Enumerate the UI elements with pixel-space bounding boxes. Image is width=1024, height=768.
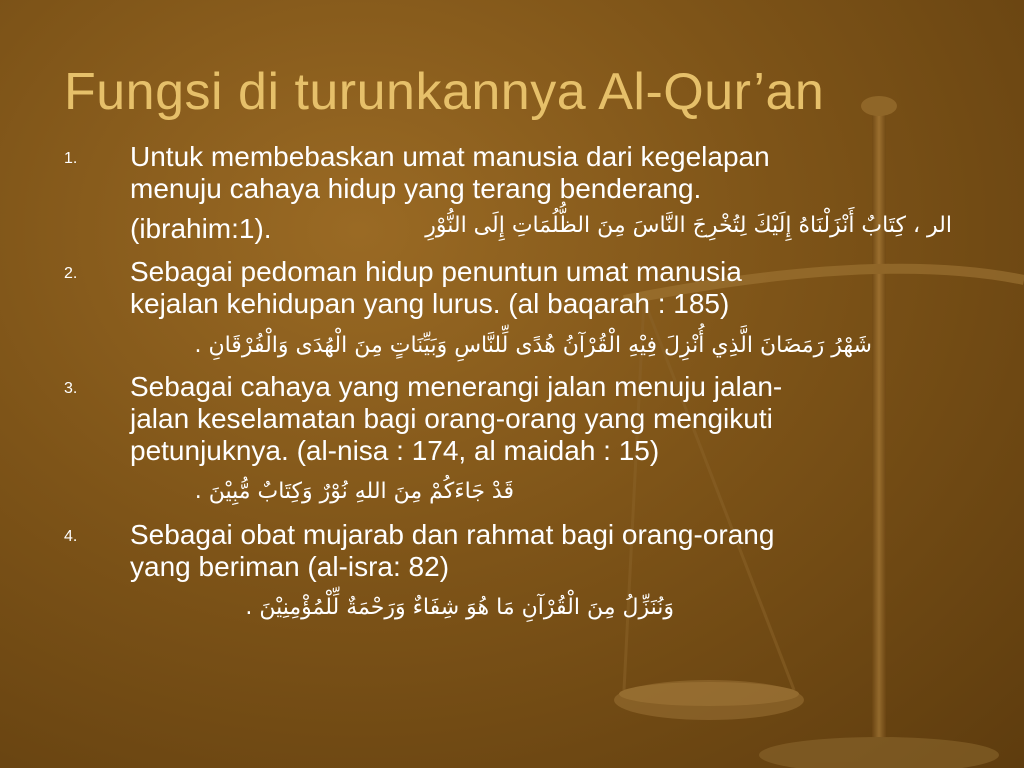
item-1-reference: (ibrahim:1). — [130, 213, 272, 244]
slide-title: Fungsi di turunkannya Al-Qur’an — [64, 63, 825, 121]
item-2-arabic-verse: شَهْرُ رَمَضَانَ الَّذِي أُنْزِلَ فِيْهِ الْقُرْآنُ هُدًى لِّلنَّاسِ وَبَيِّنَاتٍ مِنَ الْهُدَى وَالْفُرْقَانِ . — [194, 333, 872, 358]
item-3-line-3: petunjuknya. (al-nisa : 174, al maidah : 15) — [130, 435, 660, 466]
item-1-line-1: Untuk membebaskan umat manusia dari kegelapan — [130, 141, 770, 172]
item-3-line-1: Sebagai cahaya yang menerangi jalan menuju jalan- — [130, 371, 783, 402]
item-3-number: 3. — [64, 380, 78, 397]
item-2-line-1: Sebagai pedoman hidup penuntun umat manusia — [130, 256, 742, 287]
item-4-line-1: Sebagai obat mujarab dan rahmat bagi orang-orang — [130, 519, 775, 550]
item-1-line-2: menuju cahaya hidup yang terang benderang. — [130, 173, 702, 204]
item-2-line-2: kejalan kehidupan yang lurus. (al baqarah : 185) — [130, 288, 730, 319]
item-4-line-2: yang beriman (al-isra: 82) — [130, 551, 450, 582]
item-3-line-2: jalan keselamatan bagi orang-orang yang mengikuti — [130, 403, 773, 434]
item-3-arabic-verse: قَدْ جَاءَكُمْ مِنَ اللهِ نُوْرٌ وَكِتَابٌ مُّبِيْنَ . — [194, 479, 514, 504]
item-1-number: 1. — [64, 150, 78, 167]
item-4-arabic-verse: وَنُنَزِّلُ مِنَ الْقُرْآنِ مَا هُوَ شِفَاءٌ وَرَحْمَةٌ لِّلْمُؤْمِنِيْنَ . — [245, 595, 674, 620]
item-4-number: 4. — [64, 528, 78, 545]
item-2-number: 2. — [64, 265, 78, 282]
item-1-arabic-verse: الر ، كِتَابٌ أَنْزَلْنَاهُ إِلَيْكَ لِتُخْرِجَ النَّاسَ مِنَ الظُّلُمَاتِ إِلَى النُّوْرِ — [425, 213, 952, 238]
